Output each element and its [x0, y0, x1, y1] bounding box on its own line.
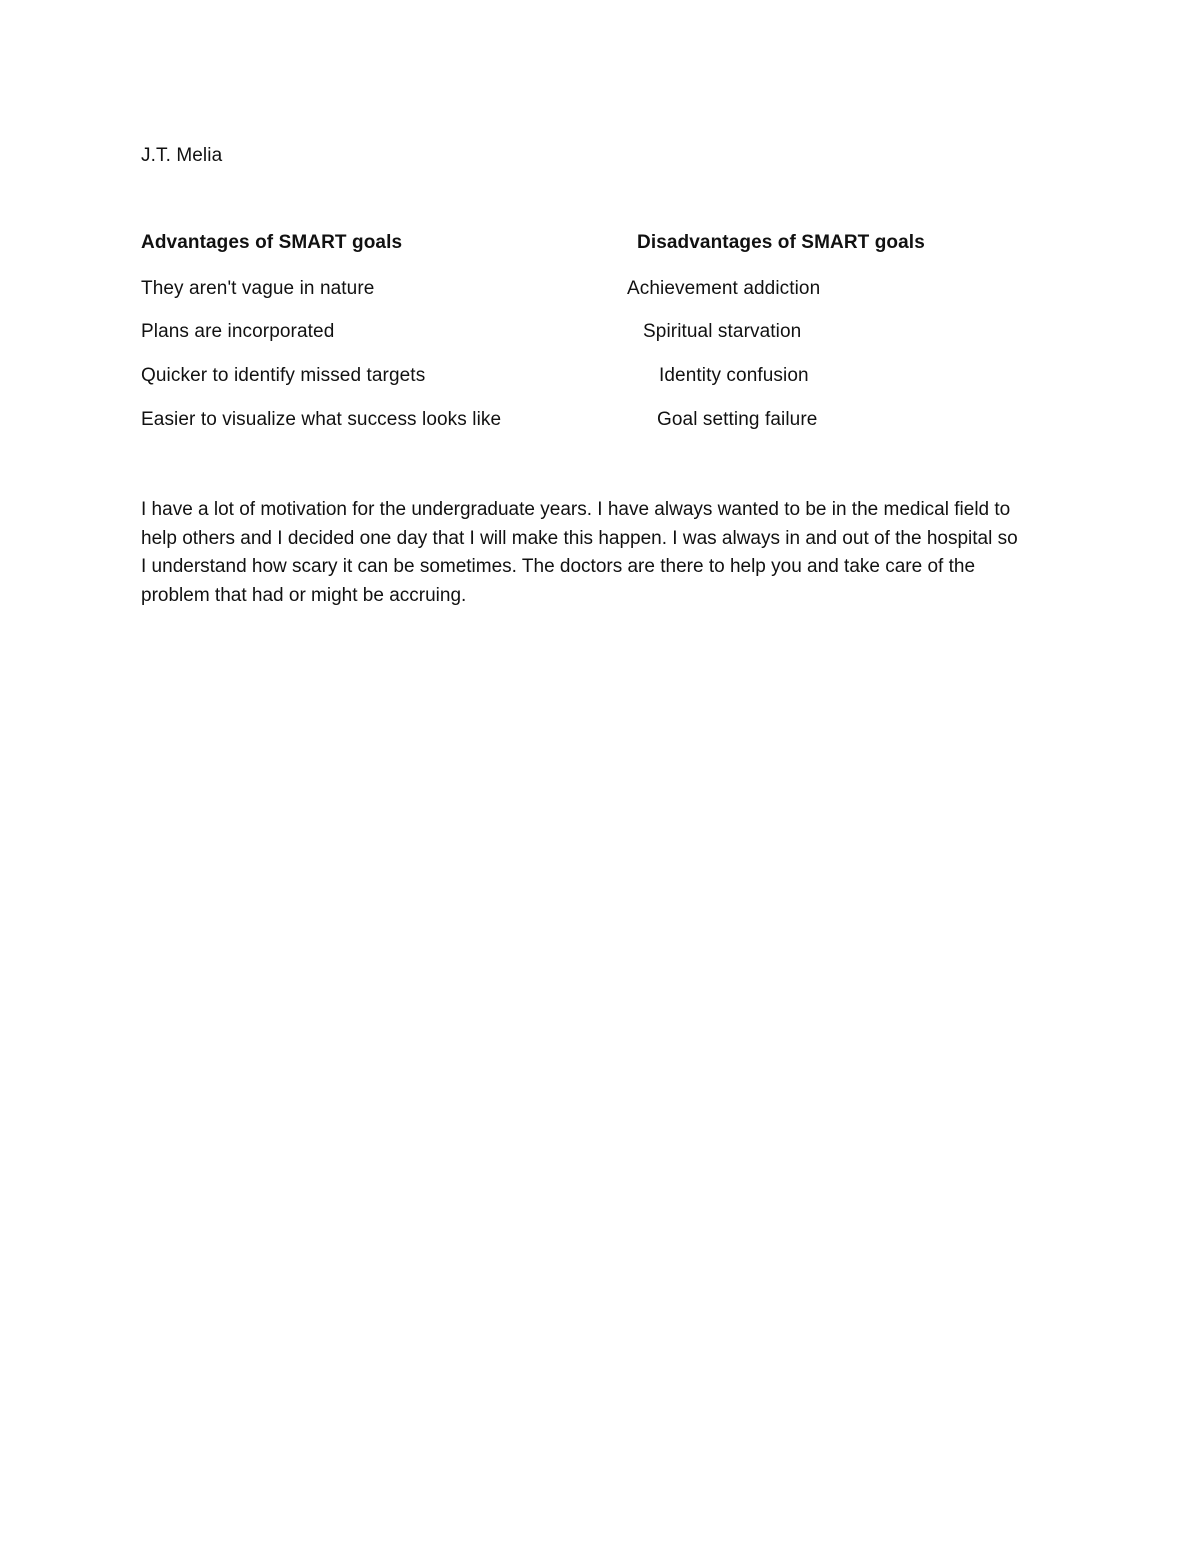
paragraph-line: I have a lot of motivation for the undergraduate years. I have always wanted to be in the medical field to	[141, 499, 1011, 520]
disadvantage-item: Identity confusion	[659, 365, 809, 386]
advantage-item: Easier to visualize what success looks like	[141, 409, 502, 430]
disadvantages-heading: Disadvantages of SMART goals	[637, 232, 925, 253]
paragraph-line: problem that had or might be accruing.	[141, 584, 467, 606]
advantage-item: Plans are incorporated	[141, 321, 335, 342]
disadvantage-item: Spiritual starvation	[643, 321, 802, 342]
author-name: J.T. Melia	[141, 145, 223, 166]
advantage-item: Quicker to identify missed targets	[141, 365, 426, 386]
paragraph-line: I understand how scary it can be sometimes. The doctors are there to help you and take care of the	[141, 556, 976, 577]
paragraph-line: help others and I decided one day that I will make this happen. I was always in and out of the hospital so	[141, 527, 1018, 549]
advantages-heading: Advantages of SMART goals	[141, 232, 403, 253]
disadvantage-item: Achievement addiction	[627, 278, 821, 299]
motivation-paragraph	[141, 496, 1061, 610]
disadvantage-item: Goal setting failure	[657, 409, 818, 430]
advantage-item: They aren't vague in nature	[141, 278, 375, 299]
